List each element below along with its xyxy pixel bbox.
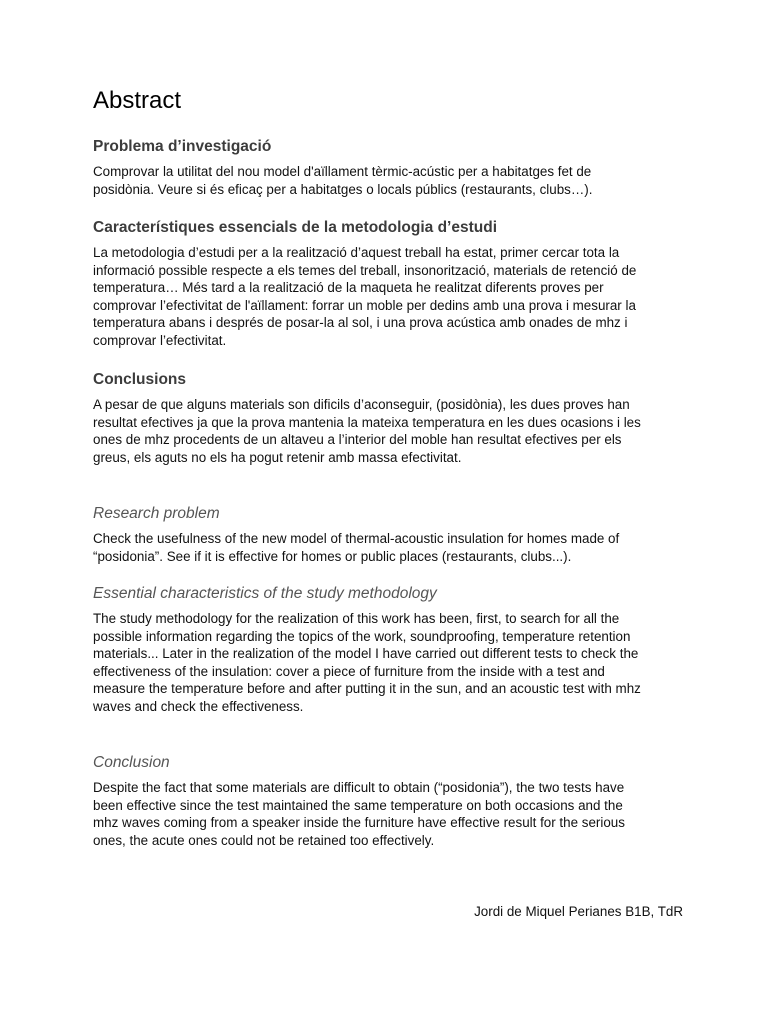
section-paragraph bbox=[93, 779, 683, 849]
text-line: resultat efectives ja que la prova mantenia la mateixa temperatura en les dues ocasions i les bbox=[93, 414, 641, 430]
section-heading: Conclusion bbox=[93, 754, 170, 771]
text-line: effectiveness of the insulation: cover a piece of furniture from the inside with a test and bbox=[93, 663, 605, 679]
text-line: posidònia. Veure si és eficaç per a habitatges o locals públics (restaurants, clubs…). bbox=[93, 181, 593, 197]
text-line: comprovar l’efectivitat de l'aïllament: forrar un moble per dedins amb una prova i mesurar la bbox=[93, 297, 636, 313]
section-paragraph bbox=[93, 610, 683, 716]
section-conclusion bbox=[93, 753, 683, 849]
text-line: The study methodology for the realization of this work has been, first, to search for all the bbox=[93, 611, 620, 626]
document-title: Abstract bbox=[93, 87, 182, 114]
text-line: Comprovar la utilitat del nou model d'aïllament tèrmic-acústic per a habitatges fet de bbox=[93, 164, 592, 179]
text-line: ones, the acute ones could not be retained too effectively. bbox=[93, 832, 435, 848]
section-study-methodology bbox=[93, 584, 683, 716]
text-line: measure the temperature before and after putting it in the sun, and an acoustic test with mhz bbox=[93, 681, 641, 697]
text-line: “posidonia”. See if it is effective for homes or public places (restaurants, clubs...). bbox=[93, 548, 572, 564]
text-line: temperatura abans i després de posar-la al sol, i una prova acústica amb onades de mhz i bbox=[93, 315, 628, 331]
section-paragraph bbox=[93, 163, 683, 198]
section-conclusions bbox=[93, 370, 683, 466]
text-line: mhz waves coming from a speaker inside the furniture have effective result for the serious bbox=[93, 815, 625, 831]
section-heading: Conclusions bbox=[93, 371, 187, 388]
section-heading: Problema d’investigació bbox=[93, 138, 272, 155]
section-heading: Research problem bbox=[93, 505, 220, 522]
author-signature: Jordi de Miquel Perianes B1B, TdR bbox=[474, 904, 683, 919]
text-line: materials... Later in the realization of the model I have carried out different tests to check the bbox=[93, 646, 639, 662]
text-line: ones de mhz procedents de un altaveu a l’interior del moble han resultat efectives per els bbox=[93, 432, 622, 448]
text-line: possible information regarding the topics of the work, soundproofing, temperature retention bbox=[93, 628, 631, 644]
section-caracteristiques-metodologia bbox=[93, 218, 683, 350]
section-paragraph bbox=[93, 530, 683, 565]
text-line: been effective since the test maintained the same temperature on both occasions and the bbox=[93, 797, 623, 813]
section-heading: Característiques essencials de la metodologia d’estudi bbox=[93, 219, 497, 236]
text-line: greus, els aguts no els ha pogut retenir amb massa efectivitat. bbox=[93, 449, 462, 465]
text-line: informació possible respecte a els temes del treball, insonorització, materials de retenció de bbox=[93, 262, 637, 278]
section-paragraph bbox=[93, 396, 683, 466]
text-line: waves and check the effectiveness. bbox=[93, 698, 304, 714]
text-line: A pesar de que alguns materials son dificils d’aconseguir, (posidònia), les dues proves han bbox=[93, 397, 630, 412]
text-line: La metodologia d’estudi per a la realització d’aquest treball ha estat, primer cercar tota la bbox=[93, 245, 620, 260]
section-problema-investigacio bbox=[93, 137, 683, 198]
section-paragraph bbox=[93, 244, 683, 350]
text-line: Check the usefulness of the new model of thermal-acoustic insulation for homes made of bbox=[93, 531, 620, 546]
text-line: Despite the fact that some materials are difficult to obtain (“posidonia”), the two tests have bbox=[93, 780, 625, 795]
section-heading: Essential characteristics of the study methodology bbox=[93, 585, 437, 602]
text-line: temperatura… Més tard a la realització de la maqueta he realitzat diferents proves per bbox=[93, 280, 604, 296]
text-line: comprovar l’efectivitat. bbox=[93, 332, 227, 348]
section-research-problem bbox=[93, 504, 683, 565]
